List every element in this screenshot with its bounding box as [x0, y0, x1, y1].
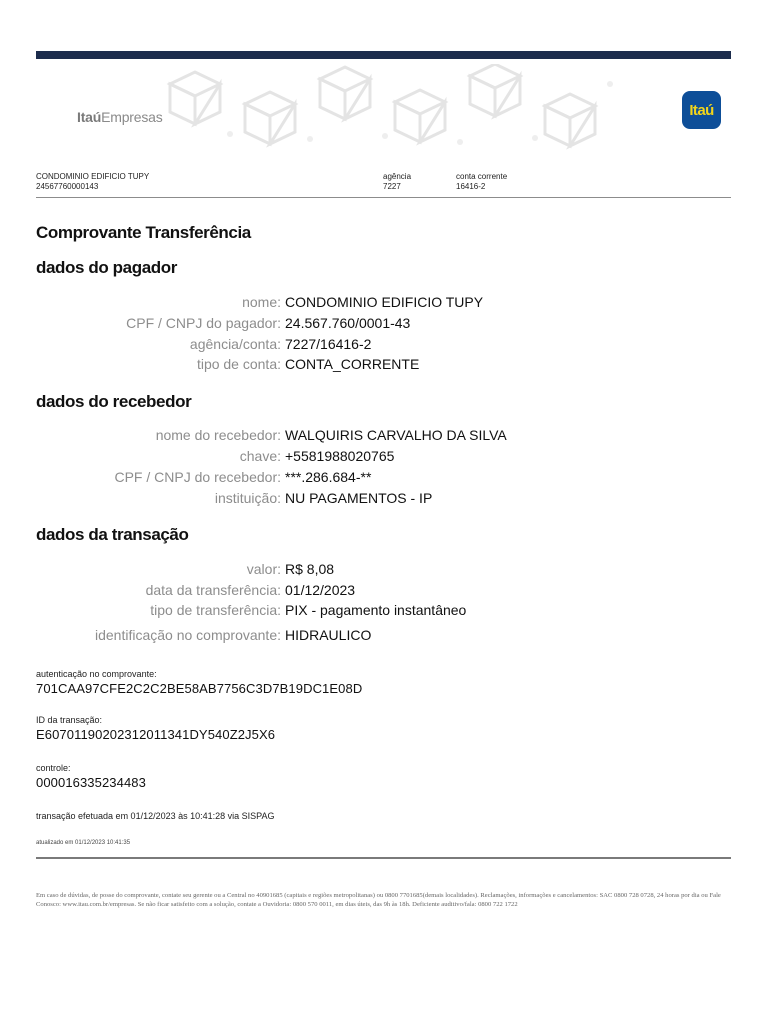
receiver-row-document [0, 469, 768, 489]
field-value: CONTA_CORRENTE [285, 356, 420, 372]
field-value: 7227/16416-2 [285, 336, 372, 352]
field-label: nome: [242, 294, 281, 310]
field-label: chave: [239, 448, 281, 464]
receiver-row-key [0, 448, 768, 468]
payer-row-agency-account [0, 336, 768, 356]
agency-block [383, 172, 411, 192]
field-value: 01/12/2023 [285, 582, 356, 598]
field-value: +5581988020765 [285, 448, 395, 464]
header-divider [36, 197, 731, 198]
transaction-heading: dados da transação [36, 525, 189, 544]
field-label: CPF / CNPJ do recebedor: [114, 469, 281, 485]
field-label: instituição: [214, 490, 281, 506]
field-label: CPF / CNPJ do pagador: [126, 315, 281, 331]
account-holder-block [36, 172, 149, 192]
field-value: 24.567.760/0001-43 [285, 315, 411, 331]
transaction-row-identification [0, 627, 768, 647]
payer-heading: dados do pagador [36, 258, 177, 277]
field-label: tipo de conta: [196, 356, 281, 372]
receiver-row-institution [0, 490, 768, 510]
field-label: valor: [246, 561, 281, 577]
field-label: agência/conta: [189, 336, 281, 352]
field-label: nome do recebedor: [155, 427, 281, 443]
account-label: conta corrente [456, 172, 508, 181]
footer-divider [36, 857, 731, 859]
decorative-pattern [150, 64, 640, 154]
field-label: tipo de transferência: [150, 602, 281, 618]
itau-logo [682, 91, 721, 129]
field-label: data da transferência: [145, 582, 281, 598]
agency-label: agência [383, 172, 412, 181]
payer-row-document [0, 315, 768, 335]
field-value: WALQUIRIS CARVALHO DA SILVA [285, 427, 507, 443]
payer-row-name [0, 294, 768, 314]
header-top-bar [36, 51, 731, 59]
receiver-row-name [0, 427, 768, 447]
transaction-id-label: ID da transação: [36, 715, 103, 725]
logo-text: Itaú [689, 101, 714, 119]
agency-value: 7227 [383, 182, 401, 191]
brand-bold-text: Itaú [77, 109, 102, 125]
page-title: Comprovante Transferência [36, 223, 251, 242]
field-value: PIX - pagamento instantâneo [285, 602, 467, 618]
field-value: CONDOMINIO EDIFICIO TUPY [285, 294, 484, 310]
control-value: 000016335234483 [36, 775, 146, 790]
updated-note: atualizado em 01/12/2023 10:41:35 [36, 840, 131, 846]
field-value: R$ 8,08 [285, 561, 335, 577]
transaction-row-amount [0, 561, 768, 581]
field-value: NU PAGAMENTOS - IP [285, 490, 433, 506]
transaction-row-type [0, 602, 768, 622]
authentication-label: autenticação no comprovante: [36, 669, 157, 679]
account-block [456, 172, 507, 192]
transaction-row-date [0, 582, 768, 602]
account-name: CONDOMINIO EDIFICIO TUPY [36, 172, 150, 181]
field-value: ***.286.684-** [285, 469, 372, 485]
executed-note: transação efetuada em 01/12/2023 às 10:41:28 via SISPAG [36, 811, 275, 821]
brand-light-text: Empresas [101, 109, 163, 125]
receiver-heading: dados do recebedor [36, 392, 192, 411]
payer-row-account-type [0, 356, 768, 376]
transaction-id-value: E60701190202312011341DY540Z2J5X6 [36, 727, 276, 742]
authentication-value: 701CAA97CFE2C2C2BE58AB7756C3D7B19DC1E08D [36, 681, 363, 696]
field-value: HIDRAULICO [285, 627, 372, 643]
account-value: 16416-2 [456, 182, 486, 191]
field-label: identificação no comprovante: [95, 627, 281, 643]
footer-disclaimer: Em caso de dúvidas, de posse do comprovante, contate seu gerente ou a Central no 40901685 (capitais e regiões metropolitanas) ou 0800 7701685(demais localidades). Reclamações, informações e cancelamentos: SAC 0800 728 0728, 24 horas por dia ou Fale Conosco: www.itau.com.br/empresas. Se não ficar satisfeito com a solução, contate a Ouvidoria: 0800 570 0011, em dias úteis, das 9h às 18h. Deficiente auditivo/fala: 0800 722 1722 [36, 892, 721, 908]
control-label: controle: [36, 763, 71, 773]
account-document: 24567760000143 [36, 182, 99, 191]
brand-wordmark [77, 109, 163, 125]
